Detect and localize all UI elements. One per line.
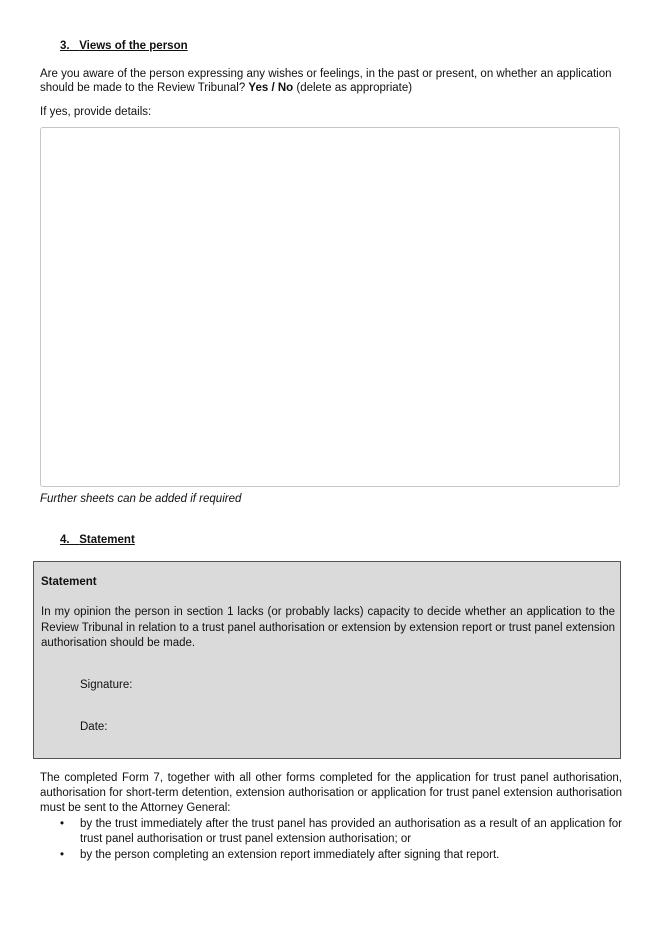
details-value[interactable] — [41, 128, 619, 140]
statement-box — [33, 561, 621, 759]
section-3-number: 3. — [60, 40, 70, 52]
views-question-note: (delete as appropriate) — [296, 82, 413, 94]
signature-label: Signature: — [80, 679, 133, 691]
date-field[interactable] — [124, 716, 584, 738]
statement-box-title: Statement — [41, 576, 97, 588]
details-text-box[interactable] — [40, 127, 620, 487]
further-sheets-note: Further sheets can be added if required — [40, 493, 242, 505]
section-4-number: 4. — [60, 534, 70, 546]
section-4-title: Statement — [79, 534, 135, 546]
section-4-heading — [60, 534, 135, 546]
details-label: If yes, provide details: — [40, 106, 152, 118]
views-question — [40, 67, 622, 95]
section-3-title: Views of the person — [79, 40, 188, 52]
section-3-heading — [60, 40, 188, 52]
list-item — [60, 817, 622, 847]
statement-text: In my opinion the person in section 1 lacks (or probably lacks) capacity to decide whether an application to the Review Tribunal in relation to a trust panel authorisation or extension by extension report or trust panel extension authorisation should be made. — [41, 606, 615, 649]
bullet-icon: • — [60, 818, 65, 830]
list-item — [60, 848, 622, 863]
views-question-text: Are you aware of the person expressing any wishes or feelings, in the past or present, on whether an application should be made to the Review Tribunal? — [40, 68, 612, 94]
date-label: Date: — [80, 721, 108, 733]
signature-field[interactable] — [144, 674, 584, 696]
bullet-icon: • — [60, 849, 65, 861]
submission-bullet-list — [60, 817, 622, 863]
yes-no-options[interactable]: Yes / No — [248, 82, 294, 94]
submission-paragraph: The completed Form 7, together with all other forms completed for the application for trust panel authorisation, authorisation for short-term detention, extension authorisation or application for trust panel extension authorisation must be sent to the Attorney General: — [40, 772, 622, 814]
bullet-text: by the trust immediately after the trust panel has provided an authorisation as a result of an application for trust panel authorisation or trust panel extension authorisation; or — [80, 818, 622, 845]
bullet-text: by the person completing an extension report immediately after signing that report. — [80, 849, 500, 861]
